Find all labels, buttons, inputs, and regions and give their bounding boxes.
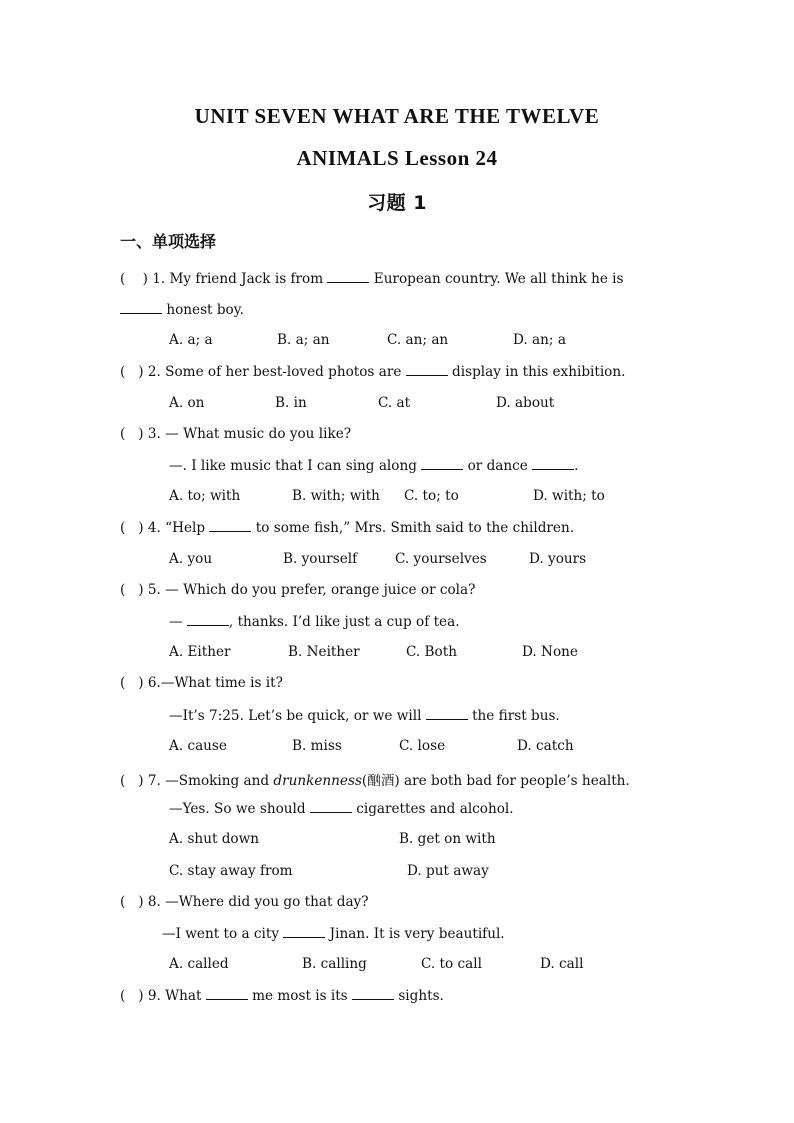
answer-blank [421,457,463,470]
question-7-line2: —Yes. So we should cigarettes and alcohol. [169,801,514,817]
q4-option-b: B. yourself [283,551,358,567]
question-3-line1: ( ) 3. — What music do you like? [120,426,352,442]
q8-option-d: D. call [540,956,584,972]
answer-blank [310,800,352,813]
q2-option-b: B. in [275,395,307,411]
question-8-line2: —I went to a city Jinan. It is very beautiful. [162,926,505,942]
q3-option-b: B. with; with [292,488,380,504]
q5-option-a: A. Either [169,644,231,660]
question-5-line1: ( ) 5. — Which do you prefer, orange juice or cola? [120,582,476,598]
question-4-line1: ( ) 4. “Help to some fish,” Mrs. Smith said to the children. [120,520,575,536]
question-6-line1: ( ) 6.—What time is it? [120,675,283,691]
q6-option-a: A. cause [169,738,227,754]
question-2-line1: ( ) 2. Some of her best-loved photos are display in this exhibition. [120,364,626,380]
answer-blank [187,613,229,626]
answer-blank [283,925,325,938]
q4-option-a: A. you [169,551,213,567]
answer-blank [426,707,468,720]
answer-blank [532,457,574,470]
question-9-line1: ( ) 9. What me most is its sights. [120,988,444,1004]
question-3-line2: —. I like music that I can sing along or dance . [169,458,579,474]
question-5-line2: — , thanks. I’d like just a cup of tea. [169,614,460,630]
q6-option-b: B. miss [292,738,342,754]
question-1-line1: ( ) 1. My friend Jack is from European country. We all think he is [120,271,624,287]
q8-option-a: A. called [169,956,229,972]
page-title-line2: ANIMALS Lesson 24 [296,146,498,170]
q3-option-a: A. to; with [169,488,241,504]
q1-option-b: B. a; an [277,332,330,348]
q4-option-c: C. yourselves [395,551,487,567]
q2-option-d: D. about [496,395,555,411]
q3-option-c: C. to; to [404,488,459,504]
question-8-line1: ( ) 8. —Where did you go that day? [120,894,369,910]
q7-option-a: A. shut down [169,831,260,847]
q1-option-c: C. an; an [387,332,449,348]
q5-option-c: C. Both [406,644,457,660]
answer-blank [209,519,251,532]
q8-option-b: B. calling [302,956,367,972]
answer-blank [206,987,248,1000]
answer-blank [120,301,162,314]
q7-option-b: B. get on with [399,831,496,847]
question-7-line1: ( ) 7. —Smoking and drunkenness(酗酒) are both bad for people’s health. [120,773,630,789]
q5-option-d: D. None [522,644,578,660]
q1-option-a: A. a; a [169,332,213,348]
q6-option-c: C. lose [399,738,446,754]
q8-option-c: C. to call [421,956,482,972]
q7-option-c: C. stay away from [169,863,293,879]
question-6-line2: —It’s 7:25. Let’s be quick, or we will the first bus. [169,708,560,724]
page-title-line1: UNIT SEVEN WHAT ARE THE TWELVE [194,104,600,128]
answer-blank [406,363,448,376]
q4-option-d: D. yours [529,551,587,567]
question-1-line2: honest boy. [120,301,244,318]
q7-option-d: D. put away [407,863,489,879]
q5-option-b: B. Neither [288,644,360,660]
q2-option-c: C. at [378,395,411,411]
q3-option-d: D. with; to [533,488,605,504]
section-heading: 一、单项选择 [120,232,217,251]
q6-option-d: D. catch [517,738,574,754]
answer-blank [352,987,394,1000]
q2-option-a: A. on [169,395,205,411]
page-subtitle: 习题 1 [367,192,427,214]
answer-blank [327,270,369,283]
q1-option-d: D. an; a [513,332,566,348]
